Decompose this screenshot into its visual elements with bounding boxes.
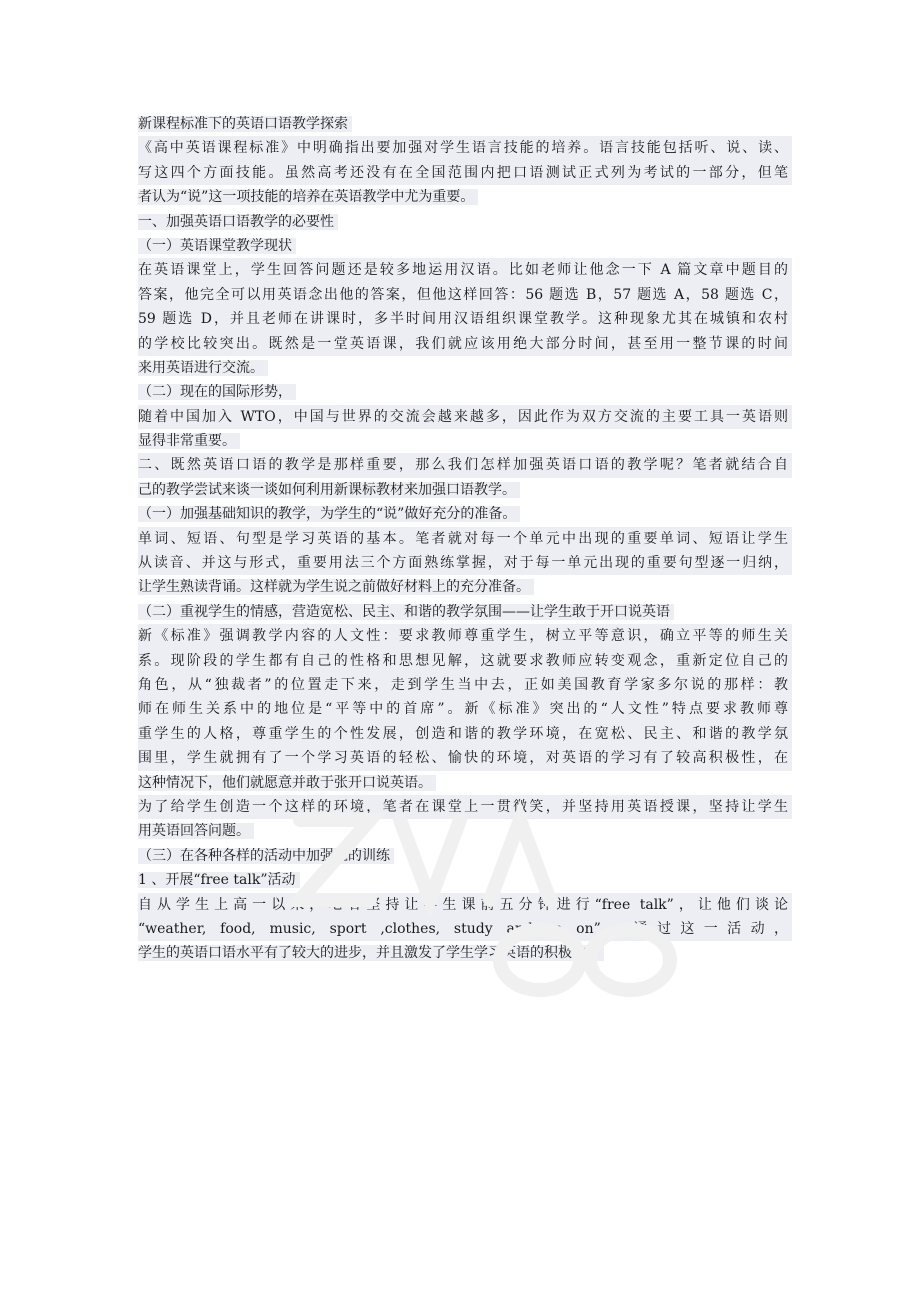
text-line-content: 角色，从“独裁者”的位置走下来，走到学生当中去，正如美国教育学家多尔说的那样：教 bbox=[138, 673, 792, 697]
text-line-content: 二、既然英语口语的教学是那样重要，那么我们怎样加强英语口语的教学呢？笔者就结合自 bbox=[138, 453, 792, 477]
text-line bbox=[138, 941, 784, 965]
text-line-content: 1 、开展“free talk”活动 bbox=[138, 872, 300, 888]
text-line-content: 学生的英语口语水平有了较大的进步，并且激发了学生学习英语的积极性。 bbox=[138, 945, 604, 961]
text-line bbox=[138, 380, 784, 404]
text-line-content: （一）加强基础知识的教学，为学生的“说”做好充分的准备。 bbox=[138, 506, 520, 522]
text-line bbox=[138, 575, 784, 599]
text-line bbox=[138, 258, 788, 282]
text-line-content: 单词、短语、句型是学习英语的基本。笔者就对每一个单元中出现的重要单词、短语让学生 bbox=[138, 527, 792, 551]
document-body bbox=[138, 112, 788, 966]
text-line bbox=[138, 283, 788, 307]
text-line-content: 者认为“说”这一项技能的培养在英语教学中尤为重要。 bbox=[138, 189, 478, 205]
text-line bbox=[138, 527, 788, 551]
text-line bbox=[138, 600, 784, 624]
text-line bbox=[138, 210, 784, 234]
text-line-content: 新《标准》强调教学内容的人文性：要求教师尊重学生，树立平等意识，确立平等的师生关 bbox=[138, 624, 792, 648]
text-line-content: 来用英语进行交流。 bbox=[138, 360, 268, 376]
text-line bbox=[138, 673, 788, 697]
text-line bbox=[138, 844, 784, 868]
text-line-content: 系。现阶段的学生都有自己的性格和思想见解，这就要求教师应转变观念，重新定位自己的 bbox=[138, 649, 792, 673]
text-line-content: 一、加强英语口语教学的必要性 bbox=[138, 214, 338, 230]
text-line bbox=[138, 307, 788, 331]
text-line bbox=[138, 234, 784, 258]
text-line bbox=[138, 551, 788, 575]
text-line-content: 从读音、并这与形式，重要用法三个方面熟练掌握，对于每一单元出现的重要句型逐一归纳， bbox=[138, 551, 792, 575]
text-line-content: 随着中国加入 WTO，中国与世界的交流会越来越多，因此作为双方交流的主要工具一英语则 bbox=[138, 405, 792, 429]
text-line-content: 答案，他完全可以用英语念出他的答案，但他这样回答：56 题选 B，57 题选 A，58 题选 C， bbox=[138, 283, 792, 307]
text-line bbox=[138, 405, 788, 429]
text-line bbox=[138, 795, 788, 819]
text-line bbox=[138, 185, 784, 209]
text-line bbox=[138, 819, 784, 843]
text-line-content: 围里，学生就拥有了一个学习英语的轻松、愉快的环境，对英语的学习有了较高积极性，在 bbox=[138, 746, 792, 770]
text-line-content: （三）在各种各样的活动中加强说的训练 bbox=[138, 848, 394, 864]
text-line-content: 《高中英语课程标准》中明确指出要加强对学生语言技能的培养。语言技能包括听、说、读、 bbox=[138, 136, 792, 160]
text-line-content: 重学生的人格，尊重学生的个性发展，创造和谐的教学环境，在宽松、民主、和谐的教学氛 bbox=[138, 722, 792, 746]
text-line bbox=[138, 453, 788, 477]
text-line-content: 为了给学生创造一个这样的环境，笔者在课堂上一贯微笑，并坚持用英语授课，坚持让学生 bbox=[138, 795, 792, 819]
text-line-content: 在英语课堂上，学生回答问题还是较多地运用汉语。比如老师让他念一下 A 篇文章中题目的 bbox=[138, 258, 792, 282]
text-line-content: 59 题选 D，并且老师在讲课时，多半时间用汉语组织课堂教学。这种现象尤其在城镇和农村 bbox=[138, 307, 792, 331]
text-line bbox=[138, 771, 784, 795]
text-line bbox=[138, 893, 788, 917]
text-line-content: 师在师生关系中的地位是“平等中的首席”。新《标准》突出的“人文性”特点要求教师尊 bbox=[138, 697, 792, 721]
text-line bbox=[138, 649, 788, 673]
text-line bbox=[138, 697, 788, 721]
document-title bbox=[138, 112, 784, 136]
text-line-content: 自从学生上高一以来，笔者坚持让学生课前五分钟进行“free talk”，让他们谈论 bbox=[138, 893, 792, 917]
text-line-content: 显得非常重要。 bbox=[138, 433, 240, 449]
text-line bbox=[138, 356, 784, 380]
text-line bbox=[138, 502, 784, 526]
text-line-content: “weather, food, music, sport ,clothes, study and so on”。通过这一活动， bbox=[138, 917, 792, 941]
text-line-content: （二）重视学生的情感，营造宽松、民主、和谐的教学氛围——让学生敢于开口说英语 bbox=[138, 604, 674, 620]
text-line bbox=[138, 624, 788, 648]
text-line bbox=[138, 136, 788, 160]
text-line-content: 让学生熟读背诵。这样就为学生说之前做好材料上的充分准备。 bbox=[138, 579, 534, 595]
text-line-content: 这种情况下，他们就愿意并敢于张开口说英语。 bbox=[138, 775, 436, 791]
text-line-content: （二）现在的国际形势， bbox=[138, 384, 296, 400]
text-line-content: 己的教学尝试来谈一谈如何利用新课标教材来加强口语教学。 bbox=[138, 482, 520, 498]
text-line-content: 的学校比较突出。既然是一堂英语课，我们就应该用绝大部分时间，甚至用一整节课的时间 bbox=[138, 332, 792, 356]
text-line-content: 新课程标准下的英语口语教学探索 bbox=[138, 116, 352, 132]
text-line bbox=[138, 917, 788, 941]
text-line bbox=[138, 722, 788, 746]
text-line bbox=[138, 478, 784, 502]
text-line bbox=[138, 161, 788, 185]
text-line-content: 用英语回答问题。 bbox=[138, 823, 254, 839]
text-line bbox=[138, 429, 784, 453]
text-line bbox=[138, 746, 788, 770]
text-line bbox=[138, 332, 788, 356]
text-line bbox=[138, 868, 784, 892]
text-line-content: （一）英语课堂教学现状 bbox=[138, 238, 296, 254]
text-line-content: 写这四个方面技能。虽然高考还没有在全国范围内把口语测试正式列为考试的一部分，但笔 bbox=[138, 161, 792, 185]
